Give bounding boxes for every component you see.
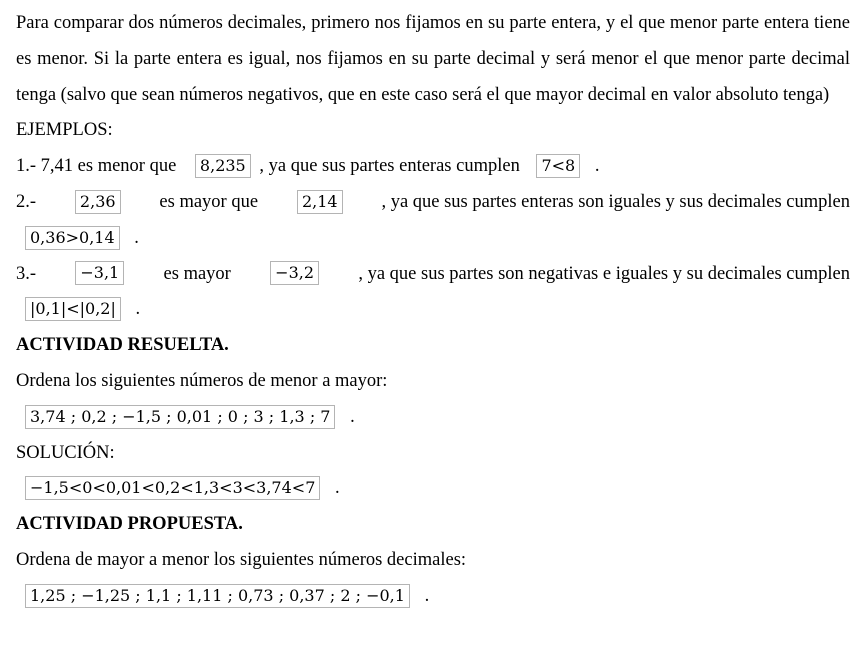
example-1 — [16, 149, 850, 185]
example-3 — [16, 257, 850, 293]
solution-box: −1,5<0<0,01<0,2<1,3<3<3,74<7 — [25, 476, 320, 500]
example-3-middle-1: es mayor — [163, 263, 231, 284]
example-1-prefix: 1.- 7,41 es menor que — [16, 156, 177, 177]
example-2 — [16, 185, 850, 221]
example-3-continuation — [16, 292, 850, 328]
example-2-prefix: 2.- — [16, 191, 37, 212]
proposed-numbers-period: . — [424, 585, 430, 606]
example-3-box-absolute: |0,1|<|0,2| — [25, 297, 121, 321]
intro-paragraph: Para comparar dos números decimales, primero nos fijamos en su parte entera, y el que menor parte entera tiene es menor. Si la parte entera es igual, nos fijamos en su parte decimal y será menor el que menor parte decimal tenga (salvo que sean números negativos, que en este caso será el que mayor decimal en valor absoluto tenga) — [16, 13, 850, 105]
solution-period: . — [335, 478, 340, 499]
example-3-box-second: −3,2 — [270, 261, 319, 285]
resolved-activity-heading: ACTIVIDAD RESUELTA. — [16, 335, 229, 356]
example-2-middle-1: es mayor que — [159, 191, 259, 212]
resolved-numbers-box: 3,74 ; 0,2 ; −1,5 ; 0,01 ; 0 ; 3 ; 1,3 ; 7 — [25, 405, 335, 429]
example-2-continuation — [16, 221, 850, 257]
example-2-end: . — [134, 227, 139, 248]
example-3-middle-2: , ya que sus partes son negativas e iguales y su decimales cumplen — [358, 263, 850, 284]
proposed-numbers-box: 1,25 ; −1,25 ; 1,1 ; 1,11 ; 0,73 ; 0,37 ; 2 ; −0,1 — [25, 584, 410, 608]
example-3-box-first: −3,1 — [75, 261, 124, 285]
resolved-numbers-period: . — [350, 406, 355, 427]
example-1-box-value: 8,235 — [195, 154, 251, 178]
resolved-numbers-line — [16, 400, 850, 436]
proposed-activity-heading: ACTIVIDAD PROPUESTA. — [16, 514, 243, 535]
example-1-box-comparison: 7<8 — [536, 154, 580, 178]
proposed-activity-instruction: Ordena de mayor a menor los siguientes números decimales: — [16, 549, 467, 570]
resolved-activity-instruction: Ordena los siguientes números de menor a mayor: — [16, 370, 388, 391]
example-1-middle: , ya que sus partes enteras cumplen — [259, 156, 520, 177]
example-2-box-decimals: 0,36>0,14 — [25, 226, 120, 250]
examples-heading: EJEMPLOS: — [16, 120, 113, 141]
proposed-numbers-line — [16, 579, 850, 615]
solution-heading: SOLUCIÓN: — [16, 442, 115, 463]
example-1-end: . — [594, 156, 600, 177]
example-2-box-first: 2,36 — [75, 190, 121, 214]
document-page — [16, 6, 850, 615]
example-2-middle-2: , ya que sus partes enteras son iguales y sus decimales cumplen — [381, 191, 850, 212]
example-2-box-second: 2,14 — [297, 190, 343, 214]
example-3-prefix: 3.- — [16, 263, 37, 284]
solution-line — [16, 471, 850, 507]
example-3-end: . — [135, 299, 141, 320]
